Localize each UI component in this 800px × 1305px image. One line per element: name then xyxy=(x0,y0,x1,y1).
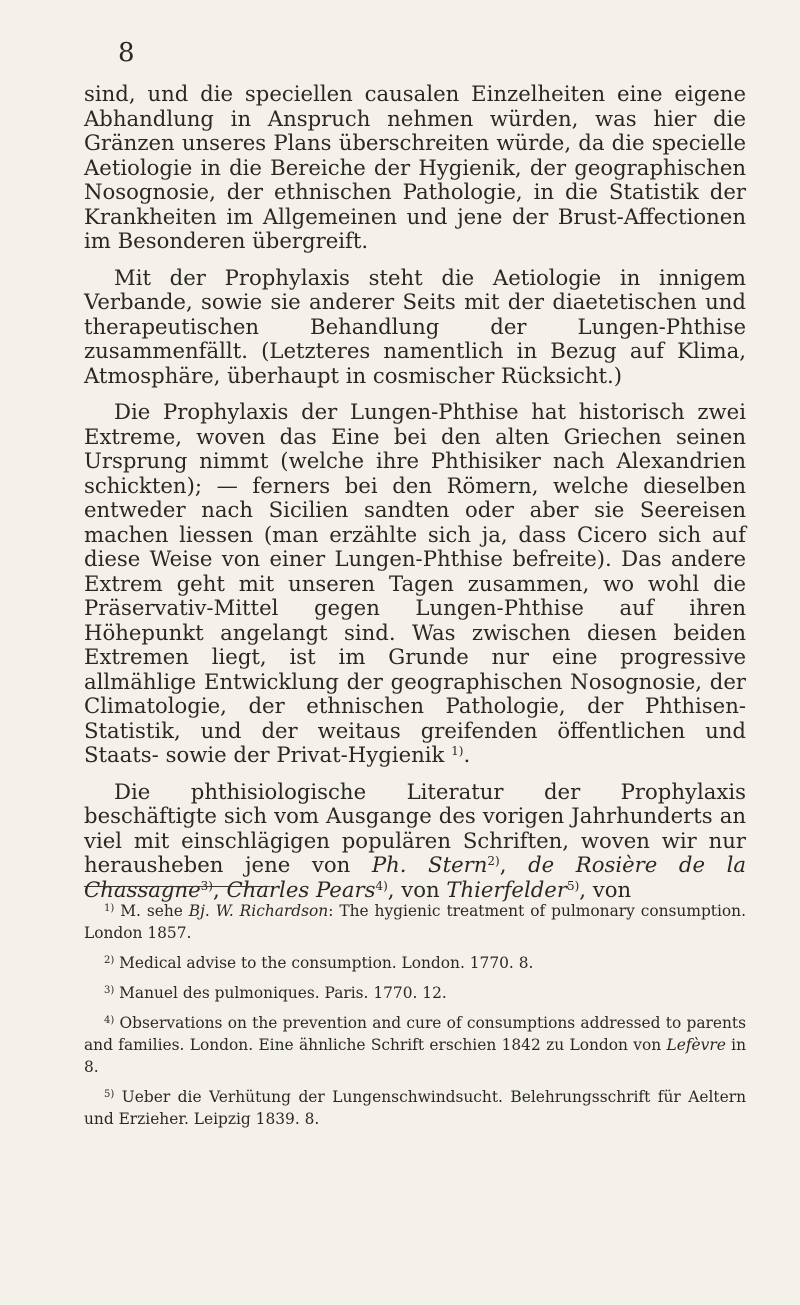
footnote-number: 1) xyxy=(104,903,115,914)
footnote-number: 3) xyxy=(104,985,115,996)
italic-text: Bj. W. Richardson xyxy=(188,902,329,920)
footnote xyxy=(84,982,746,1004)
body-text xyxy=(84,82,746,902)
text-run: Mit der Prophylaxis steht die Aetiologie in innigem Verbande, sowie sie anderer Seits mit der diaetetischen und therapeutischen Behandlung der Lungen-Phthise zusammenfällt. (Letzteres namentlich in Bezug auf Klima, Atmosphäre, überhaupt in cosmischer Rücksicht.) xyxy=(84,264,746,388)
text-run: Medical advise to the consumption. London. 1770. 8. xyxy=(119,954,534,972)
italic-text: de Rosière de la Chassagne xyxy=(84,852,746,902)
footnote-separator xyxy=(84,886,270,887)
footnote xyxy=(84,900,746,944)
text-run: Die phthisiologische Literatur der Prophylaxis beschäftigte sich vom Ausgange des vorigen Jahrhunderts an viel mit einschlägigen populären Schriften, woven wir nur herausheben jene von xyxy=(84,778,746,877)
text-run: , von xyxy=(387,876,447,902)
footnotes xyxy=(84,900,746,1138)
text-run: sind, und die speciellen causalen Einzelheiten eine eigene Abhandlung in Anspruch nehmen würden, was hier die Gränzen unseres Plans überschreiten würde, da die specielle Aetiologie in die Bereiche der Hygienik, der geographischen Nosognosie, der ethnischen Pathologie, in die Statistik der Krankheiten im Allgemeinen und jene der Brust-Affectionen im Besonderen übergreift. xyxy=(84,81,746,253)
footnote-reference: 2) xyxy=(487,854,500,868)
text-run: Manuel des pulmoniques. Paris. 1770. 12. xyxy=(119,984,447,1002)
paragraph-aetiology-continuation xyxy=(84,82,746,254)
footnote-number: 2) xyxy=(104,955,115,966)
text-run: , xyxy=(212,876,227,902)
text-run: Observations on the prevention and cure of consumptions addressed to parents and families. London. Eine ähnliche Schrift erschien 1842 zu London von xyxy=(84,1014,746,1054)
text-run: Ueber die Verhütung der Lungenschwindsucht. Belehrungsschrift für Aeltern und Erzieher. Leipzig 1839. 8. xyxy=(84,1088,746,1128)
footnote xyxy=(84,1086,746,1130)
paragraph-historical-extremes xyxy=(84,400,746,768)
footnote-reference: 3) xyxy=(200,878,213,893)
text-run: Die Prophylaxis der Lungen-Phthise hat historisch zwei Extreme, woven das Eine bei den alten Griechen seinen Ursprung nimmt (welche ihre Phthisiker nach Alexandrien schickten); — ferners bei den Römern, welche dieselben entweder nach Sicilien sandten oder aber sie Seereisen machen liessen (man erzählte sich ja, dass Cicero sich auf diese Weise von einer Lungen-Phthise befreite). Das andere Extrem geht mit unseren Tagen zusammen, wo wohl die Präservativ-Mittel gegen Lungen-Phthise auf ihren Höhepunkt angelangt sind. Was zwischen diesen beiden Extremen liegt, ist im Grunde nur eine progressive allmählige Entwicklung der geographischen Nosognosie, der Climatologie, der ethnischen Pathologie, der Phthisen-Statistik, und der weitaus greifenden öffentlichen und Staats- sowie der Privat-Hygienik xyxy=(84,399,746,767)
text-run: : The hygienic treatment of pulmonary consumption. London 1857. xyxy=(84,902,746,942)
footnote-reference: 1) xyxy=(451,744,464,758)
text-run: . xyxy=(463,742,471,767)
paragraph-prophylaxis-aetiology xyxy=(84,266,746,389)
italic-text: Charles Pears xyxy=(226,876,376,902)
footnote xyxy=(84,1012,746,1078)
text-run: , von xyxy=(579,876,632,902)
italic-text: Thierfelder xyxy=(446,876,567,902)
text-run: M. sehe xyxy=(120,902,189,920)
footnote-number: 4) xyxy=(104,1015,115,1026)
paragraph-literature xyxy=(84,780,746,903)
footnote-reference: 4) xyxy=(375,878,388,893)
footnote xyxy=(84,952,746,974)
text-run: in 8. xyxy=(84,1036,747,1076)
italic-text: Lefèvre xyxy=(666,1036,726,1054)
page-number: 8 xyxy=(118,38,135,68)
footnote-reference: 5) xyxy=(566,878,580,893)
italic-text: Ph. Stern xyxy=(371,852,488,877)
text-run: , xyxy=(499,852,529,877)
footnote-number: 5) xyxy=(104,1089,115,1100)
